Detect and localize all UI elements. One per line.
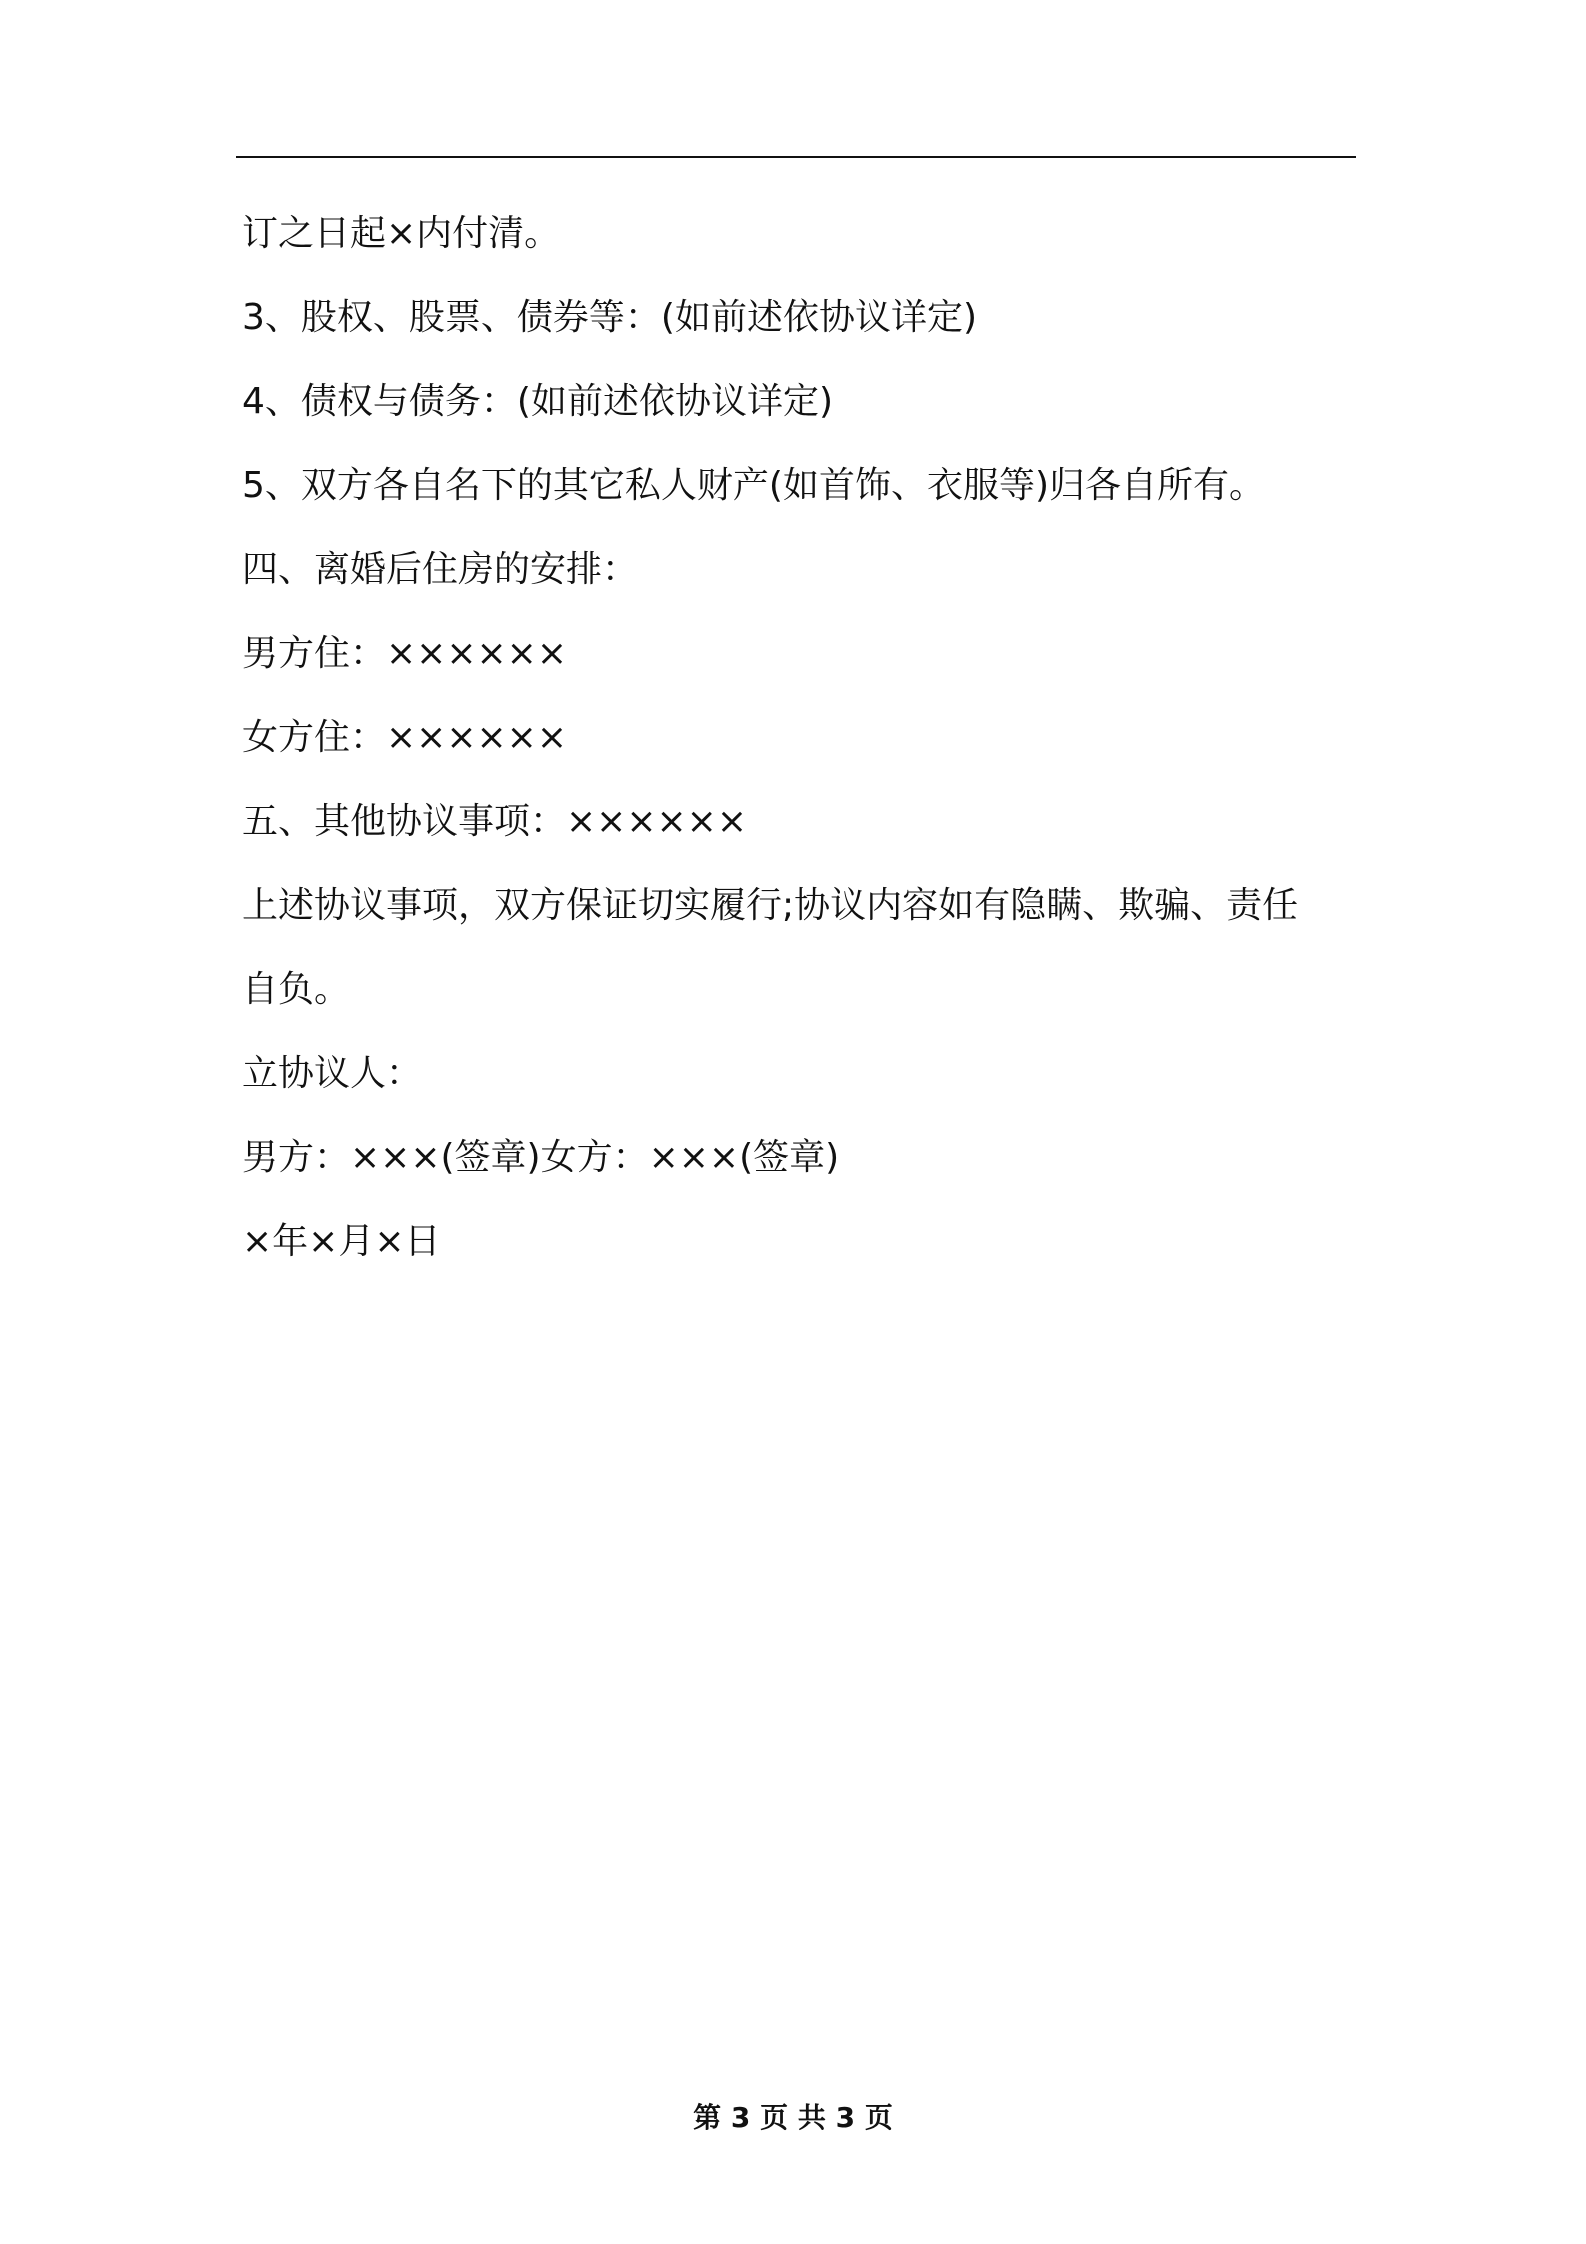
document-body xyxy=(242,192,1362,1284)
text-line-guarantee-continued: 自负。 xyxy=(242,969,351,1010)
section-heading-housing: 四、离婚后住房的安排： xyxy=(242,549,639,590)
section-heading-other-matters: 五、其他协议事项：×××××× xyxy=(242,801,747,842)
text-line-guarantee: 上述协议事项，双方保证切实履行;协议内容如有隐瞒、欺骗、责任 xyxy=(242,885,1299,926)
text-line-signatures: 男方：×××(签章)女方：×××(签章) xyxy=(242,1137,840,1178)
text-line-male-residence: 男方住：×××××× xyxy=(242,633,567,674)
text-line-female-residence: 女方住：×××××× xyxy=(242,717,567,758)
text-line-personal-property: 5、双方各自名下的其它私人财产(如首饰、衣服等)归各自所有。 xyxy=(242,465,1265,506)
text-line-signatories: 立协议人： xyxy=(242,1053,423,1094)
header-rule xyxy=(236,156,1356,158)
text-line-equity-stocks-bonds: 3、股权、股票、债券等：(如前述依协议详定) xyxy=(242,297,977,338)
text-line-payment-deadline: 订之日起×内付清。 xyxy=(242,213,561,254)
page-number-footer: 第 3 页 共 3 页 xyxy=(693,2101,893,2134)
text-line-claims-debts: 4、债权与债务：(如前述依协议详定) xyxy=(242,381,833,422)
text-line-date: ×年×月×日 xyxy=(242,1221,441,1262)
